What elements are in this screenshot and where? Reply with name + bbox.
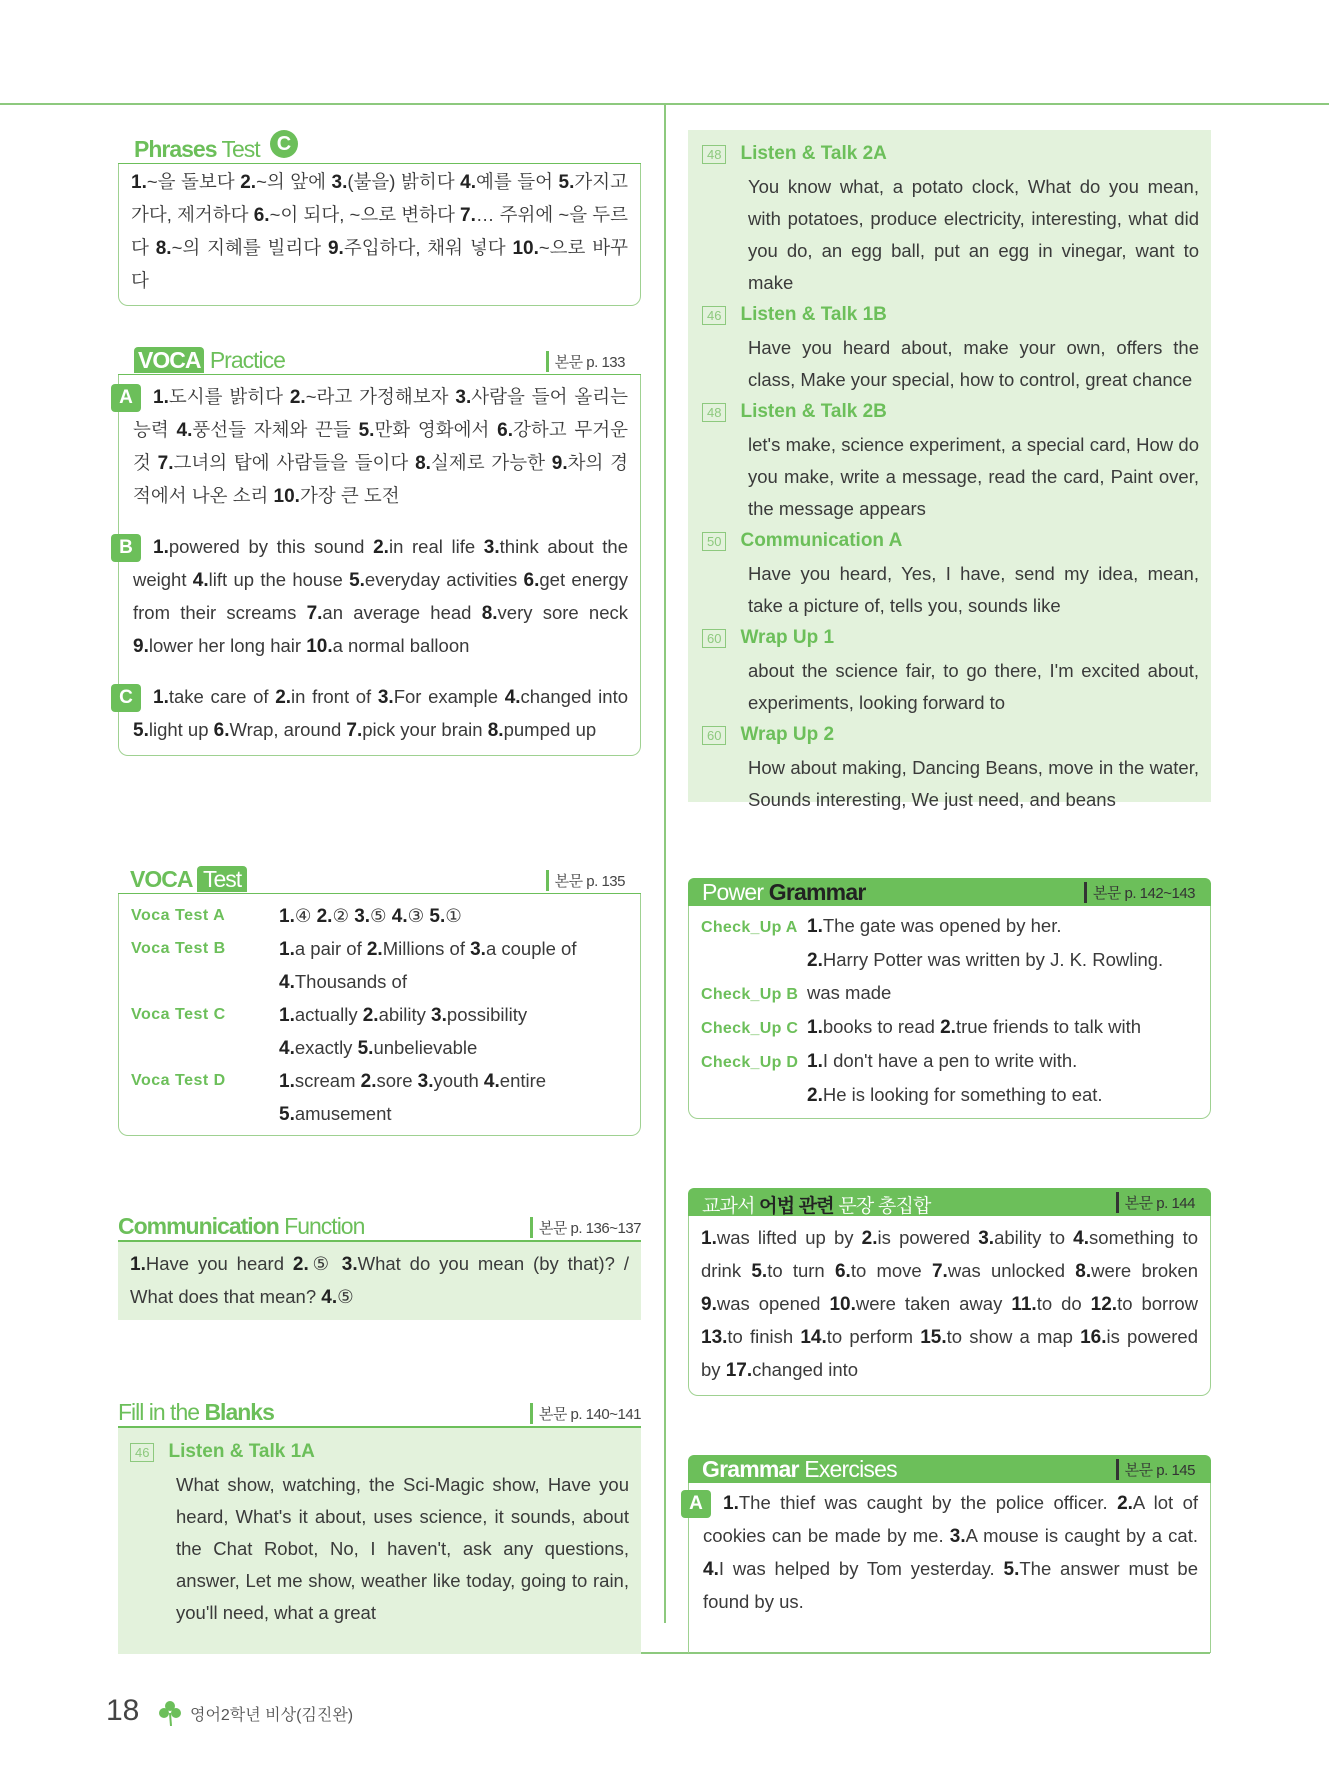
ge-title: Grammar xyxy=(702,1456,799,1482)
item-number: 13. xyxy=(701,1327,728,1348)
listen-body: Have you heard about, make your own, offers the class, Make your special, how to control, great chance xyxy=(748,337,1199,390)
voca-test-label: Voca Test A xyxy=(131,907,226,924)
item-text: 실제로 가능한 xyxy=(430,452,552,473)
item-number: 2. xyxy=(861,1228,878,1249)
item-text: Harry Potter was written by J. K. Rowling. xyxy=(822,949,1164,970)
tg-title: 교과서 xyxy=(702,1196,760,1217)
listen-header xyxy=(702,719,1199,752)
item-number: 2. xyxy=(366,939,383,960)
item-text: ability xyxy=(378,1004,432,1025)
item-text: ⑤ xyxy=(370,905,392,926)
item-text: ② xyxy=(332,905,355,926)
item-text: Wrap, around xyxy=(229,719,347,740)
item-number: 1. xyxy=(130,1254,146,1275)
item-text: 예를 들어 xyxy=(475,171,559,192)
item-number: 3. xyxy=(417,1071,434,1092)
voca-test-label: Voca Test D xyxy=(131,1072,226,1089)
item-text: a couple of xyxy=(485,938,577,959)
item-number: 3. xyxy=(483,537,500,558)
item-number: 6. xyxy=(253,205,270,226)
item-text: The gate was opened by her. xyxy=(822,915,1062,936)
item-text: in real life xyxy=(388,536,484,557)
item-number: 3. xyxy=(431,1005,447,1026)
item-text: He is looking for something to eat. xyxy=(822,1084,1103,1105)
item-text: very sore neck xyxy=(497,602,629,623)
column-divider xyxy=(664,103,666,1623)
item-number: 7. xyxy=(931,1261,948,1282)
voca-test-line xyxy=(279,933,576,966)
item-text: lower her long hair xyxy=(148,635,307,656)
page-ref-box: 46 xyxy=(702,306,726,325)
item-number: 2. xyxy=(807,950,823,971)
voca-test-line xyxy=(279,966,576,999)
phrases-test-section xyxy=(118,130,641,306)
item-number: 17. xyxy=(725,1360,753,1381)
voca-test-line xyxy=(279,900,462,933)
listen-title: Communication A xyxy=(740,530,903,551)
page-ref-box: 50 xyxy=(702,532,726,551)
grammar-row xyxy=(701,944,1198,977)
item-number: 1. xyxy=(807,1051,823,1072)
item-text: light up xyxy=(148,719,214,740)
item-text: to borrow xyxy=(1117,1293,1199,1314)
listen-body: let's make, science experiment, a special card, How do you make, write a message, read the card, Paint over, the message appears xyxy=(748,434,1199,519)
item-number: 14. xyxy=(800,1327,827,1348)
item-number: 9. xyxy=(133,636,149,657)
check-up-label: Check_Up D xyxy=(701,1054,799,1071)
check-up-answer xyxy=(807,1016,1141,1037)
item-text: ~이 되다, ~으로 변하다 xyxy=(269,204,461,225)
item-number: 2. xyxy=(940,1017,956,1038)
item-number: 1. xyxy=(153,537,169,558)
item-number: 1. xyxy=(807,916,823,937)
item-text: ⑤ xyxy=(308,1253,342,1274)
comm-title-sub: Function xyxy=(278,1213,365,1239)
item-text: was lifted up by xyxy=(716,1227,862,1248)
item-text: The thief was caught by the police officer. xyxy=(738,1492,1118,1513)
item-text: Millions of xyxy=(382,938,471,959)
item-number: 2. xyxy=(807,1085,823,1106)
listen-header xyxy=(702,622,1199,655)
section-badge-b: B xyxy=(111,534,141,562)
item-number: 5. xyxy=(358,420,375,441)
item-text: A lot of cookies can be made by me. xyxy=(703,1492,1198,1546)
listen-body: about the science fair, to go there, I'm excited about, experiments, looking forward to xyxy=(748,660,1199,713)
item-number: 2. xyxy=(292,1254,309,1275)
item-text: 가지고 가다, 제거하다 xyxy=(131,171,628,225)
item-text: an average head xyxy=(322,602,482,623)
item-text: changed into xyxy=(752,1359,859,1380)
item-text: in front of xyxy=(291,686,378,707)
voca-test-section xyxy=(118,866,641,1136)
item-text: pumped up xyxy=(503,719,597,740)
item-number: 10. xyxy=(306,636,333,657)
voca-practice-c xyxy=(119,681,629,747)
item-number: 9. xyxy=(327,238,344,259)
item-number: 1. xyxy=(279,1071,295,1092)
item-number: 1. xyxy=(723,1493,739,1514)
item-number: 3. xyxy=(341,1254,358,1275)
page-ref-box: 60 xyxy=(702,726,726,745)
item-text: ability to xyxy=(994,1227,1074,1248)
fill-ref: 본문 p. 140~141 xyxy=(530,1403,641,1424)
item-number: 3. xyxy=(354,906,371,927)
check-up-answer xyxy=(807,1084,1103,1105)
ge-box xyxy=(688,1483,1211,1653)
item-text: 차의 경적에서 나온 소리 xyxy=(133,452,629,506)
voca-practice-title-sub: Practice xyxy=(204,347,285,373)
voca-test-box xyxy=(118,894,641,1136)
fill-box xyxy=(118,1428,641,1654)
item-number: 2. xyxy=(289,387,306,408)
pg-ref: 본문 p. 142~143 xyxy=(1084,882,1195,903)
fill-title-sub: Blanks xyxy=(204,1399,274,1425)
item-number: 3. xyxy=(331,172,348,193)
voca-test-line xyxy=(279,1032,527,1065)
page-ref-box: 46 xyxy=(130,1443,154,1462)
item-text: powered by this sound xyxy=(168,536,374,557)
phrases-title-sub: Test xyxy=(216,136,260,162)
page-ref-box: 48 xyxy=(702,145,726,164)
check-up-answer xyxy=(807,949,1163,970)
item-text: … 주위에 ~을 두르다 xyxy=(131,204,628,258)
item-number: 2. xyxy=(373,537,389,558)
item-number: 8. xyxy=(1075,1261,1092,1282)
item-text: possibility xyxy=(446,1004,528,1025)
item-text: was opened xyxy=(716,1293,830,1314)
item-number: 5. xyxy=(357,1038,374,1059)
listen-body: What show, watching, the Sci-Magic show, Have you heard, What's it about, uses science, it sounds, about the Chat Robot, No, I haven't, ask any questions, answer, Let me show, weather like today, going to rain, you'll need, what a great xyxy=(176,1474,629,1623)
item-text: For example xyxy=(393,686,505,707)
item-number: 2. xyxy=(362,1005,379,1026)
voca-test-answers xyxy=(279,999,527,1065)
item-text: unbelievable xyxy=(373,1037,478,1058)
item-text: to move xyxy=(850,1260,932,1281)
listen-header xyxy=(702,396,1199,429)
page-ref-box: 60 xyxy=(702,629,726,648)
voca-practice-b xyxy=(119,531,629,663)
item-number: 10. xyxy=(512,238,539,259)
item-number: 10. xyxy=(829,1294,856,1315)
phrases-badge: C xyxy=(270,130,298,158)
listen-title: Listen & Talk 1B xyxy=(740,304,887,325)
voca-test-row xyxy=(131,933,628,999)
voca-practice-title: VOCA xyxy=(134,347,204,373)
listen-header xyxy=(702,299,1199,332)
pg-title-sub: Grammar xyxy=(768,879,866,905)
item-text: 풍선들 자체와 끈들 xyxy=(192,419,359,440)
item-number: 4. xyxy=(321,1287,338,1308)
item-text: ~의 지혜를 빌리다 xyxy=(171,237,328,258)
item-number: 2. xyxy=(360,1071,377,1092)
item-number: 12. xyxy=(1090,1294,1118,1315)
item-number: 16. xyxy=(1080,1327,1107,1348)
item-number: 1. xyxy=(153,387,169,408)
voca-test-title: VOCA xyxy=(130,866,192,892)
item-text: to show a map xyxy=(946,1326,1081,1347)
item-text: Have you heard xyxy=(145,1253,293,1274)
grammar-row xyxy=(701,1011,1198,1045)
item-text: 그녀의 탑에 사람들을 들이다 xyxy=(173,452,416,473)
check-up-label: Check_Up C xyxy=(701,1020,799,1037)
communication-function-section xyxy=(118,1214,641,1320)
item-text: to do xyxy=(1036,1293,1091,1314)
item-text: ③ xyxy=(407,905,430,926)
item-number: 6. xyxy=(523,570,540,591)
check-up-answer xyxy=(807,915,1061,936)
item-number: 1. xyxy=(701,1228,717,1249)
item-number: 2. xyxy=(240,172,257,193)
item-number: 1. xyxy=(279,906,295,927)
item-number: 4. xyxy=(279,1038,295,1059)
item-number: 2. xyxy=(316,906,333,927)
item-text: something to drink xyxy=(701,1227,1198,1281)
comm-ref: 본문 p. 136~137 xyxy=(530,1217,641,1238)
item-number: 3. xyxy=(949,1526,966,1547)
item-number: 5. xyxy=(279,1104,295,1125)
item-text: was unlocked xyxy=(947,1260,1076,1281)
voca-test-label: Voca Test B xyxy=(131,940,226,957)
item-text: exactly xyxy=(294,1037,358,1058)
item-number: 4. xyxy=(279,972,295,993)
item-text: 도시를 밝히다 xyxy=(168,386,290,407)
item-number: 7. xyxy=(306,603,323,624)
listen-body: You know what, a potato clock, What do you mean, with potatoes, produce electricity, interesting, what did you do, an egg ball, put an egg in vinegar, want to make xyxy=(748,176,1199,293)
listen-body: Have you heard, Yes, I have, send my idea, mean, take a picture of, tells you, sounds like xyxy=(748,563,1199,616)
voca-test-row xyxy=(131,1065,628,1131)
book-title: 영어2학년 비상(김진완) xyxy=(190,1707,354,1724)
item-number: 7. xyxy=(460,205,476,226)
item-text: were broken xyxy=(1091,1260,1199,1281)
check-up-answer xyxy=(807,982,891,1003)
item-number: 1. xyxy=(153,687,169,708)
listen-talk-panel xyxy=(688,130,1211,810)
voca-test-title-sub: Test xyxy=(197,866,247,892)
item-number: 2. xyxy=(275,687,292,708)
item-text: ④ xyxy=(294,905,317,926)
item-number: 8. xyxy=(487,720,504,741)
voca-test-row xyxy=(131,999,628,1065)
item-text: sore xyxy=(376,1070,418,1091)
item-text: (불을) 밝히다 xyxy=(347,171,461,192)
page-ref-box: 48 xyxy=(702,403,726,422)
listen-header xyxy=(702,138,1199,171)
item-text: a pair of xyxy=(294,938,367,959)
item-text: ① xyxy=(445,905,462,926)
section-badge-c: C xyxy=(111,684,141,712)
item-number: 8. xyxy=(155,238,172,259)
item-text: to perform xyxy=(826,1326,921,1347)
item-number: 5. xyxy=(1003,1559,1020,1580)
power-grammar-section xyxy=(688,878,1211,1119)
item-number: 3. xyxy=(455,387,472,408)
item-text: to turn xyxy=(767,1260,835,1281)
voca-test-answers xyxy=(279,900,462,933)
section-badge-a: A xyxy=(111,384,141,412)
item-text: entire xyxy=(499,1070,547,1091)
voca-test-line xyxy=(279,999,527,1032)
item-number: 5. xyxy=(558,172,575,193)
item-number: 5. xyxy=(751,1261,768,1282)
item-number: 5. xyxy=(429,906,446,927)
item-text: What do you mean (by that)? / What does that mean? xyxy=(130,1253,629,1307)
item-text: a normal balloon xyxy=(332,635,470,656)
voca-test-line xyxy=(279,1098,546,1131)
item-text: was made xyxy=(807,982,892,1003)
item-text: get energy from their screams xyxy=(133,569,628,623)
comm-title: Communication xyxy=(118,1213,279,1239)
comm-box xyxy=(118,1242,641,1320)
check-up-answer xyxy=(807,1050,1077,1071)
exercise-badge-a: A xyxy=(681,1490,711,1518)
voca-test-ref: 본문 p. 135 xyxy=(546,870,625,891)
item-number: 3. xyxy=(978,1228,995,1249)
item-number: 10. xyxy=(273,486,300,507)
item-number: 4. xyxy=(192,570,209,591)
fill-title: Fill in the xyxy=(118,1399,205,1425)
ge-title-sub: Exercises xyxy=(798,1456,897,1482)
item-number: 4. xyxy=(483,1071,500,1092)
pg-box xyxy=(688,906,1211,1119)
voca-practice-ref: 본문 p. 133 xyxy=(546,351,625,372)
clover-icon xyxy=(158,1700,182,1731)
listen-title: Wrap Up 2 xyxy=(740,724,835,745)
item-number: 4. xyxy=(504,687,521,708)
item-text: 강하고 무거운 것 xyxy=(133,419,629,473)
item-number: 1. xyxy=(279,939,295,960)
item-text: everyday activities xyxy=(364,569,524,590)
item-number: 7. xyxy=(157,453,174,474)
item-text: amusement xyxy=(294,1103,392,1124)
tg-ref: 본문 p. 144 xyxy=(1116,1192,1195,1213)
tg-title-b: 어법 관련 xyxy=(759,1196,834,1217)
grammar-row xyxy=(701,1045,1198,1079)
item-text: true friends to talk with xyxy=(955,1016,1142,1037)
item-number: 2. xyxy=(1117,1493,1133,1514)
voca-test-label: Voca Test C xyxy=(131,1006,226,1023)
listen-header xyxy=(702,525,1199,558)
voca-test-answers xyxy=(279,933,576,999)
item-number: 3. xyxy=(377,687,394,708)
item-text: were taken away xyxy=(855,1293,1012,1314)
item-number: 9. xyxy=(551,453,568,474)
item-text: I was helped by Tom yesterday. xyxy=(718,1558,1004,1579)
item-number: 5. xyxy=(133,720,149,741)
item-text: The answer must be found by us. xyxy=(703,1558,1198,1612)
item-number: 6. xyxy=(213,720,230,741)
grammar-row xyxy=(701,977,1198,1011)
item-text: 만화 영화에서 xyxy=(374,419,498,440)
item-text: Thousands of xyxy=(294,971,407,992)
item-number: 4. xyxy=(1073,1228,1090,1249)
grammar-row xyxy=(701,1079,1198,1112)
item-text: ~라고 가정해보자 xyxy=(305,386,456,407)
voca-test-row xyxy=(131,900,628,933)
item-number: 4. xyxy=(460,172,476,193)
item-text: to finish xyxy=(727,1326,801,1347)
ge-ref: 본문 p. 145 xyxy=(1116,1459,1195,1480)
item-text: ⑤ xyxy=(337,1286,354,1307)
item-text: ~의 앞에 xyxy=(256,171,332,192)
listen-title: Wrap Up 1 xyxy=(740,627,835,648)
voca-test-answers xyxy=(279,1065,546,1131)
item-text: changed into xyxy=(520,686,629,707)
item-text: is powered xyxy=(877,1227,979,1248)
item-number: 6. xyxy=(497,420,514,441)
item-text: 사람을 들어 올리는 능력 xyxy=(133,386,628,440)
item-text: books to read xyxy=(822,1016,941,1037)
item-text: actually xyxy=(294,1004,363,1025)
tg-title-c: 문장 총집합 xyxy=(833,1196,931,1217)
item-text: A mouse is caught by a cat. xyxy=(965,1525,1198,1546)
item-number: 8. xyxy=(415,453,431,474)
voca-practice-box xyxy=(118,375,641,756)
item-text: youth xyxy=(433,1070,484,1091)
item-number: 6. xyxy=(834,1261,851,1282)
item-number: 1. xyxy=(131,172,147,193)
item-number: 8. xyxy=(481,603,498,624)
listen-title: Listen & Talk 2B xyxy=(740,401,887,422)
phrases-box xyxy=(118,164,641,306)
item-text: ~을 돌보다 xyxy=(146,171,241,192)
item-text: is powered by xyxy=(701,1326,1198,1380)
listen-title: Listen & Talk 1A xyxy=(168,1441,315,1462)
grammar-row xyxy=(701,910,1198,944)
page-number: 18 xyxy=(106,1694,140,1727)
item-number: 3. xyxy=(470,939,486,960)
item-number: 5. xyxy=(349,570,365,591)
item-text: take care of xyxy=(168,686,276,707)
voca-practice-section xyxy=(118,347,641,756)
tg-box xyxy=(688,1216,1211,1396)
pg-title: Power xyxy=(702,879,769,905)
item-number: 7. xyxy=(346,720,363,741)
item-number: 1. xyxy=(807,1017,823,1038)
check-up-label: Check_Up A xyxy=(701,919,798,936)
item-number: 9. xyxy=(701,1294,717,1315)
item-text: 가장 큰 도전 xyxy=(299,485,400,506)
phrases-title: Phrases xyxy=(134,136,217,162)
voca-practice-a xyxy=(119,381,629,513)
listen-header xyxy=(130,1436,629,1469)
check-up-label: Check_Up B xyxy=(701,986,799,1003)
voca-test-line xyxy=(279,1065,546,1098)
listen-body: How about making, Dancing Beans, move in the water, Sounds interesting, We just need, and beans xyxy=(748,757,1199,810)
listen-title: Listen & Talk 2A xyxy=(740,143,887,164)
item-text: 주입하다, 채워 넣다 xyxy=(343,237,513,258)
item-number: 15. xyxy=(920,1327,947,1348)
item-number: 4. xyxy=(391,906,408,927)
item-text: I don't have a pen to write with. xyxy=(822,1050,1078,1071)
item-number: 4. xyxy=(176,420,193,441)
item-number: 1. xyxy=(279,1005,295,1026)
fill-blanks-section xyxy=(118,1400,641,1654)
item-number: 11. xyxy=(1011,1294,1037,1315)
textbook-grammar-section xyxy=(688,1188,1211,1396)
item-number: 4. xyxy=(703,1559,719,1580)
item-text: scream xyxy=(294,1070,361,1091)
item-text: lift up the house xyxy=(208,569,350,590)
grammar-exercises-section xyxy=(688,1455,1211,1653)
item-text: ~으로 바꾸다 xyxy=(131,237,628,291)
item-text: think about the weight xyxy=(133,536,629,590)
item-text: pick your brain xyxy=(362,719,488,740)
